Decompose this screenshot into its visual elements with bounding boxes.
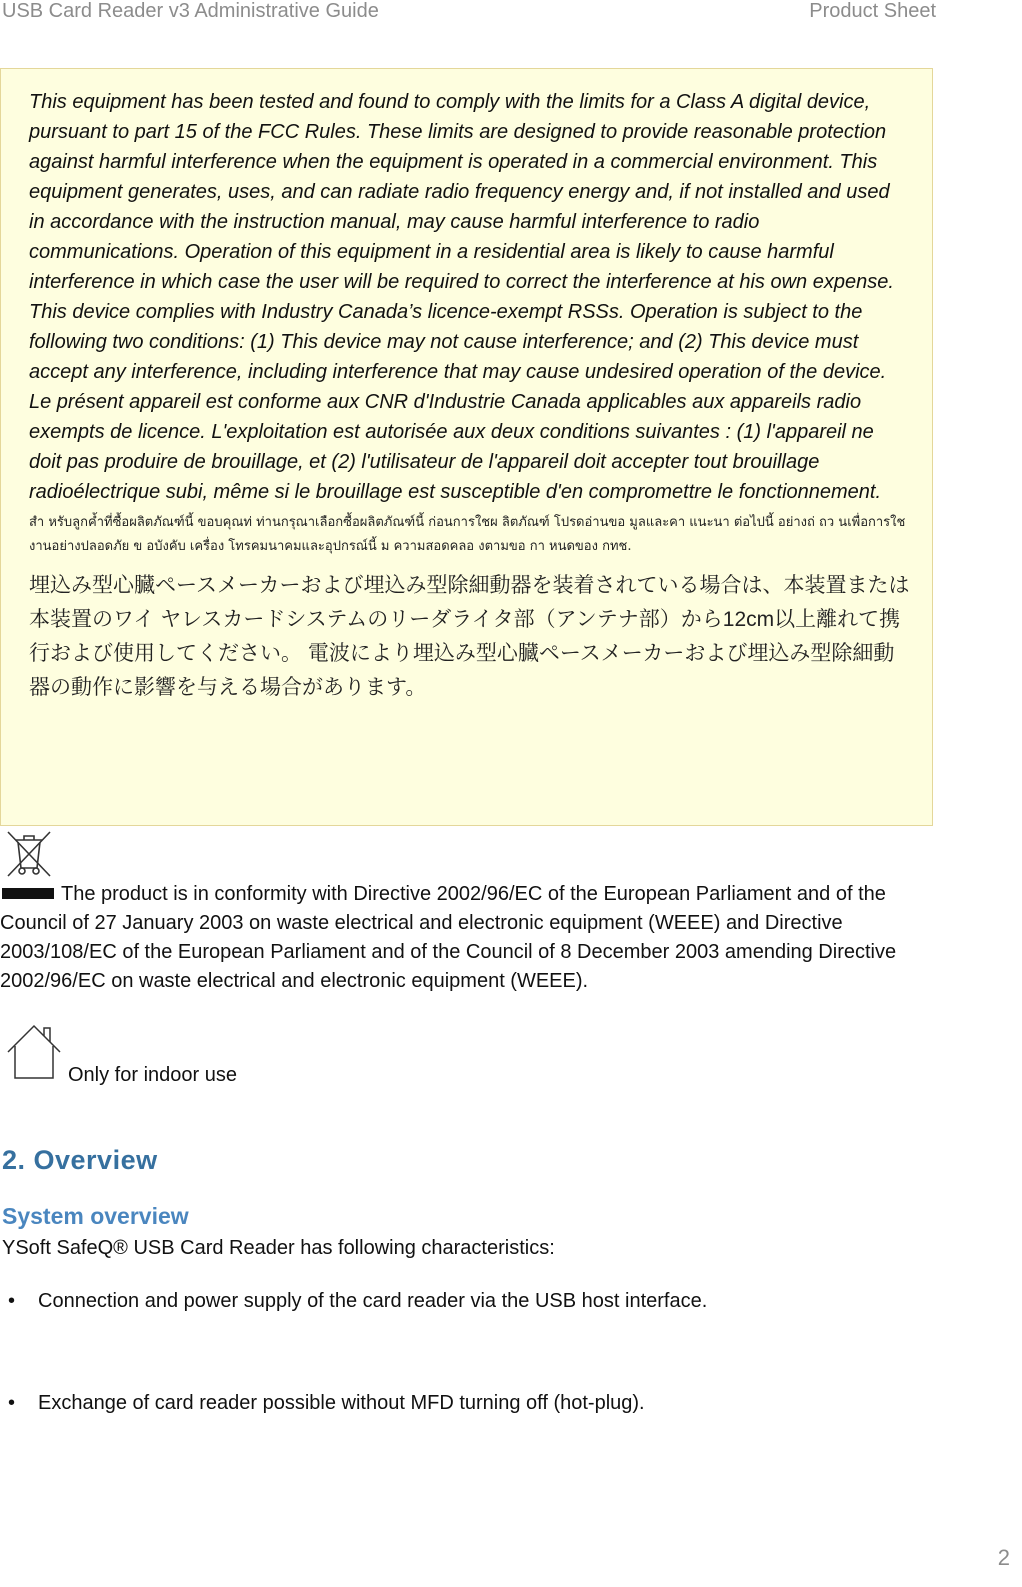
document-title: USB Card Reader v3 Administrative Guide [2, 0, 379, 22]
industry-canada-statement-en: This device complies with Industry Canada’s licence-exempt RSSs. Operation is subject to the following two conditions: (1) This device may not cause interference; and (2) This device must accept any interference, including interference that may cause undesired operation of the device. [29, 301, 887, 383]
fcc-statement: This equipment has been tested and found to comply with the limits for a Class A digital device, pursuant to part 15 of the FCC Rules. These limits are designed to provide reasonable protection against harmful interference when the equipment is operated in a commercial environment. This equipment generates, uses, and can radiate radio frequency energy and, if not installed and used in accordance with the instruction manual, may cause harmful interference to radio communications. Operation of this equipment in a residential area is likely to cause harmful interference in which case the user will be required to correct the interference at his own expense. [29, 91, 894, 293]
list-item-text: Exchange of card reader possible without MFD turning off (hot-plug). [38, 1392, 645, 1414]
japanese-statement: 埋込み型心臓ペースメーカーおよび埋込み型除細動器を装着されている場合は、本装置または本装置のワイ ヤレスカードシステムのリーダライタ部（アンテナ部）から12cm以上離れて携行および使用してください。 電波により埋込み型心臓ペースメーカーおよび埋込み型除細動器の動作に影響を与える場合があります。 [29, 574, 910, 699]
subsection-title: System overview [2, 1203, 189, 1229]
document-type: Product Sheet [809, 0, 936, 22]
weee-directive-text: The product is in conformity with Directive 2002/96/EC of the European Parliament and of the Council of 27 January 2003 on waste electrical and electronic equipment (WEEE) and Directive 2003/108/EC of the European Parliament and of the Council of 8 December 2003 amending Directive 2002/96/EC on waste electrical and electronic equipment (WEEE). [0, 883, 897, 992]
section-title: 2. Overview [2, 1145, 158, 1175]
intro-text: YSoft SafeQ® USB Card Reader has following characteristics: [2, 1237, 555, 1259]
crossed-out-wheelie-bin-icon [0, 828, 58, 878]
industry-canada-statement-fr: Le présent appareil est conforme aux CNR d'Industrie Canada applicables aux appareils radio exempts de licence. L'exploitation est autorisée aux deux conditions suivantes : (1) l'appareil ne doit pas produire de brouillage, et (2) l'utilisateur de l'appareil doit accepter tout brouillage radioélectrique subi, même si le brouillage est susceptible d'en compromettre le fonctionnement. [29, 391, 882, 503]
bullet-icon: • [8, 1392, 16, 1414]
page-header [0, 0, 940, 26]
list-item-text: Connection and power supply of the card reader via the USB host interface. [38, 1290, 708, 1312]
page-number: 2 [997, 1545, 1010, 1570]
indoor-use-text: Only for indoor use [68, 1064, 237, 1086]
house-icon [4, 1020, 64, 1082]
thai-statement: สำ หรับลูกค้ำที่ซื้อผลิตภัณฑ์นี้ ขอบคุณท่ ท่านกรุณาเลือกซื้อผลิตภัณฑ์นี้ ก่อนการใชผ ลิตภัณฑ์ โปรดอ่านขอ มูลและคา แนะนา ต่อไปนี้ อย่างถ่ ถว นเพื่อการใชงานอย่างปลอดภัย ข อบังคับ เครื่อง โทรคมนาคมและอุปกรณ์นี้ ม ความสอดคลอ งตามขอ กา หนดของ กทช. [29, 515, 906, 554]
regulatory-notice-box [0, 68, 933, 826]
bullet-icon: • [8, 1290, 16, 1312]
